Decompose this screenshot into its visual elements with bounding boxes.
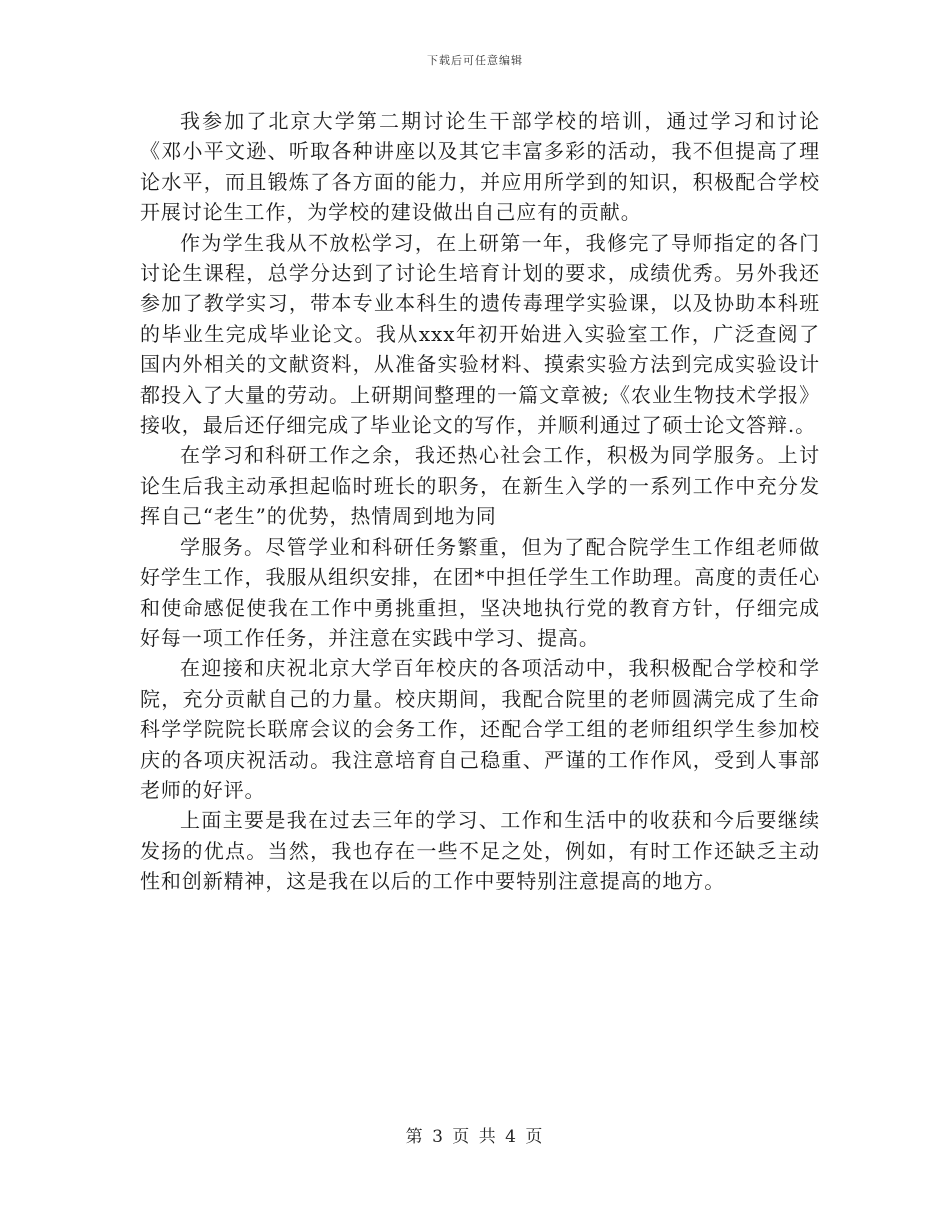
document-body xyxy=(140,106,820,897)
paragraph-summary: 上面主要是我在过去三年的学习、工作和生活中的收获和今后要继续发扬的优点。当然，我也存在一些不足之处，例如，有时工作还缺乏主动性和创新精神，这是我在以后的工作中要特别注意提高的地方。 xyxy=(140,808,820,894)
paragraph-study: 作为学生我从不放松学习，在上研第一年，我修完了导师指定的各门讨论生课程，总学分达到了讨论生培育计划的要求，成绩优秀。另外我还参加了教学实习，带本专业本科生的遗传毒理学实验课，以及协助本科班的毕业生完成毕业论文。我从xxx年初开始进入实验室工作，广泛查阅了国内外相关的文献资料，从准备实验材料、摸索实验方法到完成实验设计都投入了大量的劳动。上研期间整理的一篇文章被;《农业生物技术学报》接收，最后还仔细完成了毕业论文的写作，并顺利通过了硕士论文答辩.。 xyxy=(140,230,820,438)
paragraph-training: 我参加了北京大学第二期讨论生干部学校的培训，通过学习和讨论《邓小平文逊、听取各种讲座以及其它丰富多彩的活动，我不但提高了理论水平，而且锻炼了各方面的能力，并应用所学到的知识，积极配合学校开展讨论生工作，为学校的建设做出自己应有的贡献。 xyxy=(140,109,820,225)
paragraph-social-work: 在学习和科研工作之余，我还热心社会工作，积极为同学服务。上讨论生后我主动承担起临时班长的职务，在新生入学的一系列工作中充分发挥自己“老生”的优势，热情周到地为同 xyxy=(140,443,820,529)
header-note: 下载后可任意编辑 xyxy=(427,54,523,67)
page-number: 第 3 页 共 4 页 xyxy=(405,1127,545,1147)
paragraph-anniversary: 在迎接和庆祝北京大学百年校庆的各项活动中，我积极配合学校和学院，充分贡献自己的力量。校庆期间，我配合院里的老师圆满完成了生命科学学院院长联席会议的会务工作，还配合学工组的老师组织学生参加校庆的各项庆祝活动。我注意培育自己稳重、严谨的工作作风，受到人事部老师的好评。 xyxy=(140,656,820,802)
paragraph-student-assistant: 学服务。尽管学业和科研任务繁重，但为了配合院学生工作组老师做好学生工作，我服从组织安排，在团*中担任学生工作助理。高度的责任心和使命感促使我在工作中勇挑重担，坚决地执行党的教育方针，仔细完成好每一项工作任务，并注意在实践中学习、提高。 xyxy=(140,534,820,650)
